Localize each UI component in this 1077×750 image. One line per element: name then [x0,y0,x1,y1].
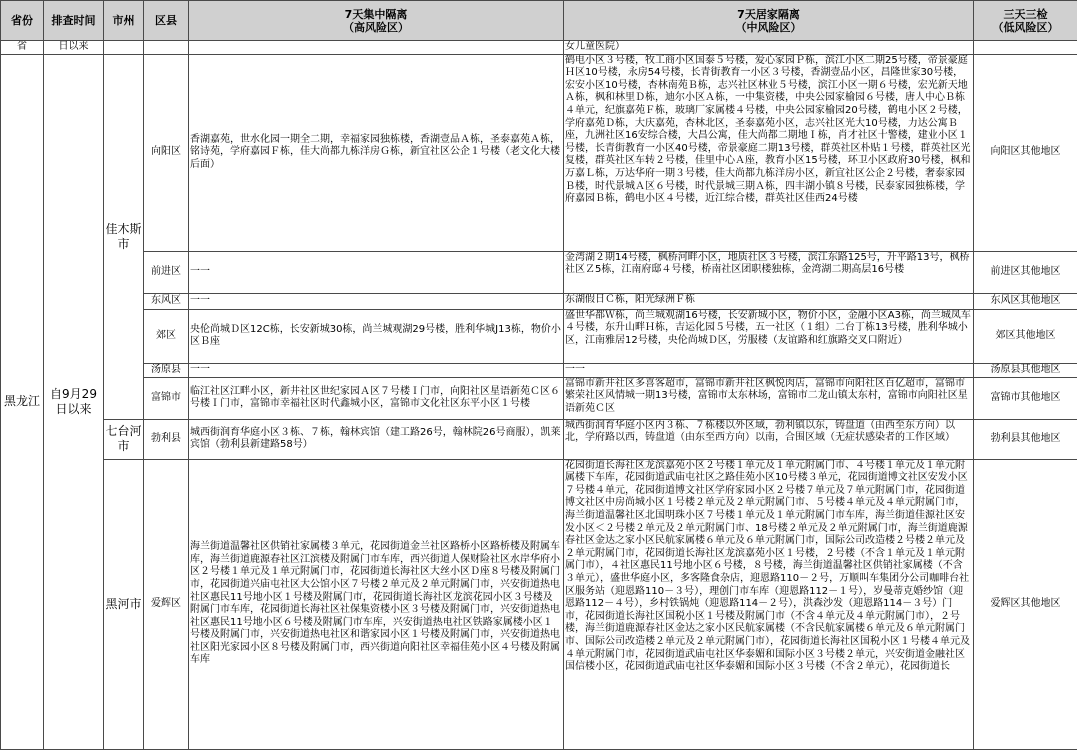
home-jiao: 盛世华都Ｗ栋，尚兰城观湖16号楼，长安新城小区，物价小区，金融小区A3栋，尚兰城凤车４号楼，东升山畔Ｈ栋，吉运化园５号楼，五一社区（１组）二台丁栋13号楼，胜利华城小区，江南雅居12号楼，央伦尚城Ｄ区，労服楼（友谊路和红旗路交叉口附近） [564,309,974,363]
three-day-xiangyang: 向阳区其他地区 [974,54,1077,251]
row-dongfeng [1,293,1077,309]
home-dongfeng: 东湖假日Ｃ栋，阳光绿洲Ｆ栋 [564,293,974,309]
district-tangyuan: 汤原县 [144,363,189,377]
central-xiangyang: 香湖嘉苑，世水化园一期全二期，幸福家园独栋楼，香湖壹品Ａ栋，圣泰嘉苑Ａ栋，铭诗苑，学府嘉园Ｆ栋，佳大尚都九栋洋房Ｇ栋，新宜社区公企１号楼（老文化大楼后面） [189,54,564,251]
district-xiangyang: 向阳区 [144,54,189,251]
header-central-line2: （高风险区） [343,20,409,34]
header-check-time: 排查时间 [44,1,104,41]
header-central-quarantine [189,1,564,41]
row-jiao [1,309,1077,363]
home-boli: 城西街润育华庭小区内３栋、７栋楼以外区域，勃利镇以东，铸盘道（由西至东方向）以北，学府路以西，铸盘道（由东至西方向）以南，合围区域（无症状感染者的工作区域） [564,419,974,459]
header-city: 市州 [104,1,144,41]
header-home-line1: 7天居家隔离 [737,7,800,21]
home-fujin: 富锦市新井社区多喜客超市，富锦市新井社区枫悦肉店，富锦市向阳社区百亿超市，富锦市繁荣社区风情城一期13号楼，富锦市太东林场，富锦市二龙山镇太东村，富锦市向阳社区星语新苑Ｃ区 [564,377,974,419]
row-tangyuan [1,363,1077,377]
district-dongfeng: 东风区 [144,293,189,309]
row-fujin [1,377,1077,419]
home-qianjin: 金湾湖２期14号楼，枫桥河畔小区，地质社区３号楼，滨江东路125号，升平路13号，枫桥社区Ｚ5栋，江南府邸４号楼，桥南社区团职楼独栋，金湾湖二期高层16号楼 [564,251,974,293]
header-province: 省份 [1,1,44,41]
home-xiangyang: 鹤电小区３号楼，牧工商小区国泰５号楼，爱心家园Ｐ栋，滨江小区二期25号楼，帝景豪庭Ｈ区10号楼，永房54号楼，长青街教育一小区３号楼，香湖壹品小区，昌隆世家30号楼，宏安小区10号楼，杏林南苑Ｂ栋，志兴社区林业５号楼，滨江小区一期６号楼，宏光新天地Ａ栋，枫和林里Ｄ栋，迪尔小区Ａ栋，一中集资楼，中央公园家榆园６号楼，唐人中心Ｂ栋４单元，纪旗嘉苑Ｆ栋，玻璃厂家属楼４号楼，中央公园家榆园20号楼，鹤电小区２号楼，学府嘉苑Ｄ栋，大庆嘉苑，杏林北区，圣泰嘉苑小区，志兴社区光大10号楼，力达公寓Ｂ座，九洲社区16安综合楼，大昌公寓，佳大尚都二期地Ｉ栋，肖才社区十警楼，建业小区１号楼，长青街教育一小区40号楼，帝景豪庭二期13号楼，群英社区朴贴１号楼，群英社区光复楼，群英社区车转２号楼，佳里中心Ａ座，教育小区15号楼，环卫小区政府30号楼，枫和万嘉Ｌ栋，万达华府一期３号楼，佳大尚都九栋洋房小区，新宜社区公企２号楼，奢泰家园Ｂ楼，时代景城Ａ区６号楼，时代景城三期Ａ栋，四丰湖小镇８号楼，民泰家园独栋楼，学府嘉园Ｂ栋，鹤电小区４号楼，近江综合楼，群英社区佳西24号楼 [564,54,974,251]
three-day-fujin: 富锦市其他地区 [974,377,1077,419]
header-central-line1: 7天集中隔离 [344,7,408,21]
prev-home: 女儿童医院） [564,41,974,55]
row-boli [1,419,1077,459]
central-boli: 城西街润育华庭小区３栋、７栋，翰林宾馆（建工路26号，翰林院26号商服），凯莱宾馆（勃利县新建路58号） [189,419,564,459]
central-qianjin: 一一 [189,251,564,293]
prev-row [1,41,1077,55]
central-tangyuan: 一一 [189,363,564,377]
central-aihui: 海兰街道温馨社区供销社家属楼３单元，花园街道金兰社区路桥小区路桥楼及附属车库，海兰街道鹿源春社区江滨楼及附属门市车库，西兴街道人保财险社区水岸华府小区２号楼１单元及１单元附属门市，花园街道长海社区大丝小区Ｄ座８号楼及附属门市，花园街道兴庙屯社区大公馆小区７号楼２单元及２单元附属门市，兴安街道热电社区惠民11号地小区１号楼及附属门市，花园街道长海社区龙滨花园小区３号楼及附属门市车库，花园街道长海社区社保集资楼小区３号楼及附属门市，兴安街道热电社区惠民11号地小区６号楼及附属门市车库，兴安街道热电社区铁路家属楼小区１号楼及附属门市，兴安街道热电社区和谐家园小区１号楼及附属门市，兴安街道热电社区阳光家园小区８号楼及附属门市，西兴街道向阳社区幸福佳苑小区４号楼及附属车库 [189,459,564,749]
row-aihui [1,459,1077,749]
three-day-tangyuan: 汤原县其他地区 [974,363,1077,377]
district-qianjin: 前进区 [144,251,189,293]
district-fujin: 富锦市 [144,377,189,419]
header-district: 区县 [144,1,189,41]
city-qitaihe: 七台河市 [104,419,144,459]
three-day-boli: 勃利县其他地区 [974,419,1077,459]
district-aihui: 爱辉区 [144,459,189,749]
header-three-day [974,1,1077,41]
header-home-quarantine [564,1,974,41]
prev-province: 省 [1,41,44,55]
three-day-aihui: 爱辉区其他地区 [974,459,1077,749]
header-three-day-line1: 三天三检 [1003,7,1048,21]
central-jiao: 央伦尚城Ｄ区12C栋，长安新城30栋，尚兰城观湖29号楼，胜利华城J13栋，物价小区Ｂ座 [189,309,564,363]
home-aihui: 花园街道长海社区龙滨嘉苑小区２号楼１单元及１单元附属门市、４号楼１单元及１单元附属楼下车库，花园街道武庙屯社区之路佳苑小区10号楼３单元，花园街道博文社区安发小区７号楼４单元，花园街道博文社区学府家园小区２号楼７单元及７单元附属门市，花园街道博文社区中房尚城小区１号楼２单元及２单元附属门市、５号楼４单元及４单元附属门市，海兰街道温馨社区北国明珠小区７号楼１单元及１单元附属门市车库，海兰街道佳源社区安发小区＜２号楼２单元及２单元附属门市、18号楼２单元及２单元附属门市，海兰街道鹿源春社区金达之家小区民航家属楼６单元及６单元附属门市，国际公司改造楼２号楼２单元及２单元附属门市，花园街道长海社区龙滨嘉苑小区１号楼，２号楼（不含１单元及１单元附属门市），４社区惠民11号地小区６号楼，８号楼，海兰街道温馨社区供销社家属楼（不含３单元），盛世华庭小区，多客隆食杂店，迎恩路110－２号，万顺叫车集团分公司咖啡台社区服务站（迎恩路110－３号），理创门市车库（迎恩路112－１号），岁曼蒂克婚纱馆（迎恩路112－４号），乡村铁锅炖（迎恩路114－２号），洪森沙发（迎恩路114－３号）门市，花园街道长海社区国税小区１号楼及附属门市（不含４单元及４单元附属门市），２号楼，海兰街道鹿源春社区金达之家小区民航家属楼（不含民航家属楼６单元及６单元附属门市、国际公司改造楼２单元及２单元附属门市），花园街道长海社区国税小区１号楼４单元及４单元附属门市，花园街道武庙屯社区华泰媚和国际小区３号楼２单元，兴安街道金融社区国信楼小区，花园街道武庙屯社区华泰媚和国际小区３号楼（不含２单元），花园街道长 [564,459,974,749]
central-dongfeng: 一一 [189,293,564,309]
row-qianjin [1,251,1077,293]
central-fujin: 临江社区江畔小区，新井社区世纪家园Ａ区７号楼Ｉ门市，向阳社区星语新苑Ｃ区６号楼Ｉ门市，富锦市幸福社区时代鑫城小区，富锦市文化社区东平小区１号楼 [189,377,564,419]
city-heihe: 黑河市 [104,459,144,749]
district-boli: 勃利县 [144,419,189,459]
province-cell: 黑龙江 [1,54,44,749]
header-home-line2: （中风险区） [735,20,802,34]
city-jiamusi: 佳木斯市 [104,54,144,419]
three-day-jiao: 郊区其他地区 [974,309,1077,363]
prev-time: 日以来 [44,41,104,55]
three-day-dongfeng: 东风区其他地区 [974,293,1077,309]
three-day-qianjin: 前进区其他地区 [974,251,1077,293]
district-jiao: 郊区 [144,309,189,363]
home-tangyuan: 一一 [564,363,974,377]
header-three-day-line2: （低风险区） [992,20,1059,34]
check-time-cell: 自9月29日以来 [44,54,104,749]
row-xiangyang [1,54,1077,251]
header-row [1,1,1077,41]
